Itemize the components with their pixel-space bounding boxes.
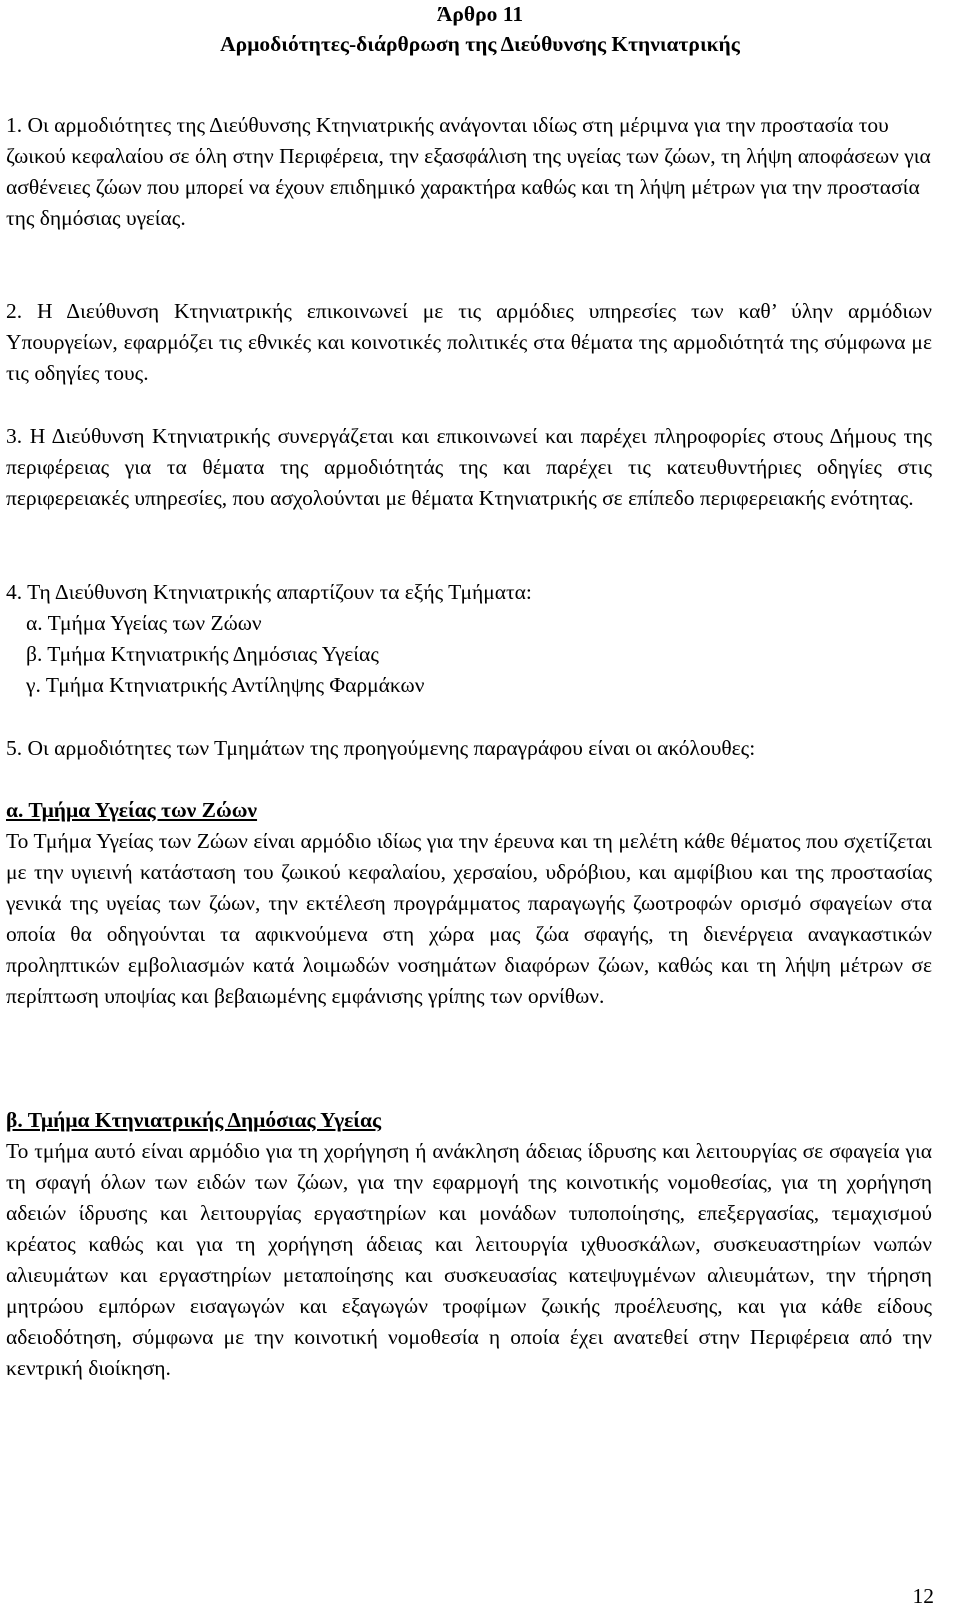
paragraph-5: 5. Οι αρμοδιότητες των Τμημάτων της προηγούμενης παραγράφου είναι οι ακόλουθες: <box>6 736 756 760</box>
section-a-text: Το Τμήμα Υγείας των Ζώων είναι αρμόδιο ιδίως για την έρευνα και τη μελέτη κάθε θέματος που σχετίζεται με την υγιεινή κατάσταση του ζωικού κεφαλαίου, χερσαίου, υδρόβιου, και αμφίβιου και της προστασίας γενικά της υγείας των ζώων, την εκτέλεση προγράμματος παραγωγής ζωοτροφών ορισμό σφαγείων στα οποία θα οδηγούνται τα αφικνούμενα στη χώρα μας ζώα σφαγής, τη διενέργεια αναγκαστικών προληπτικών εμβολιασμών κατά λοιμωδών νοσημάτων διαφόρων ζώων, καθώς και τη λήψη μέτρων σε περίπτωση υποψίας και βεβαιωμένης εμφάνισης γρίπης των ορνίθων. <box>6 829 932 1008</box>
article-number-title: Άρθρο 11 <box>436 2 524 26</box>
department-list-item: β. Τμήμα Κτηνιατρικής Δημόσιας Υγείας <box>26 642 379 666</box>
section-b-text: Το τμήμα αυτό είναι αρμόδιο για τη χορήγηση ή ανάκληση άδειας ίδρυσης και λειτουργίας σε σφαγεία για τη σφαγή όλων των ειδών των ζώων, για την εφαρμογή της κοινοτικής νομοθεσίας, για τη χορήγηση αδειών ίδρυσης και λειτουργίας εργαστηρίων και μονάδων τυποποίησης, επεξεργασίας, τεμαχισμού κρέατος καθώς και για τη χορήγηση άδειας και λειτουργία ιχθυοσκάλων, συσκευαστηρίων νωπών αλιευμάτων και εργαστηρίων μεταποίησης και συσκευασίας κατεψυγμένων αλιευμάτων, την τήρηση μητρώου εμπόρων εισαγωγών και εξαγωγών τροφίμων ζωικής προέλευσης, και για κάθε είδους αδειοδότηση, σύμφωνα με την κοινοτική νομοθεσία η οποία έχει ανατεθεί στην Περιφέρεια από την κεντρική διοίκηση. <box>6 1139 932 1380</box>
section-b-heading: β. Τμήμα Κτηνιατρικής Δημόσιας Υγείας <box>6 1108 382 1132</box>
paragraph-1: 1. Οι αρμοδιότητες της Διεύθυνσης Κτηνιατρικής ανάγονται ιδίως στη μέριμνα για την προστασία του ζωικού κεφαλαίου σε όλη στην Περιφέρεια, την εξασφάλιση της υγείας των ζώων, τη λήψη αποφάσεων για ασθένειες ζώων που μπορεί να έχουν επιδημικό χαρακτήρα καθώς και τη λήψη μέτρων για την προστασία της δημόσιας υγείας. <box>6 113 931 230</box>
section-a-heading: α. Τμήμα Υγείας των Ζώων <box>6 798 258 822</box>
department-list-item: α. Τμήμα Υγείας των Ζώων <box>26 611 262 635</box>
department-list-item: γ. Τμήμα Κτηνιατρικής Αντίληψης Φαρμάκων <box>26 673 425 697</box>
article-subtitle: Αρμοδιότητες-διάρθρωση της Διεύθυνσης Κτηνιατρικής <box>220 32 740 56</box>
page-number: 12 <box>912 1584 934 1608</box>
paragraph-4-intro: 4. Τη Διεύθυνση Κτηνιατρικής απαρτίζουν τα εξής Τμήματα: <box>6 580 532 604</box>
paragraph-3: 3. Η Διεύθυνση Κτηνιατρικής συνεργάζεται και επικοινωνεί και παρέχει πληροφορίες στους Δήμους της περιφέρειας για τα θέματα της αρμοδιότητάς της και παρέχει τις κατευθυντήριες οδηγίες στις περιφερειακές υπηρεσίες, που ασχολούνται με θέματα Κτηνιατρικής σε επίπεδο περιφερειακής ενότητας. <box>6 424 932 510</box>
paragraph-2: 2. Η Διεύθυνση Κτηνιατρικής επικοινωνεί με τις αρμόδιες υπηρεσίες των καθ’ ύλην αρμόδιων Υπουργείων, εφαρμόζει τις εθνικές και κοινοτικές πολιτικές στα θέματα της αρμοδιότητά της σύμφωνα με τις οδηγίες τους. <box>6 299 932 385</box>
